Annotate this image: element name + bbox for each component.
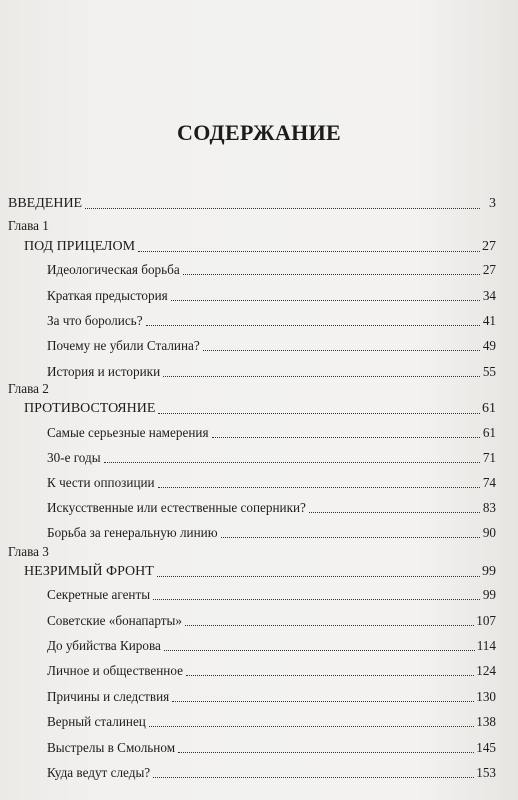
toc-entry-label: ВВЕДЕНИЕ (8, 196, 83, 211)
toc-entry-page: 27 (482, 239, 496, 254)
toc-chapter-title (24, 397, 496, 417)
toc-section-entry: Советские «бонапарты» 107 (47, 613, 496, 628)
toc-entry-page: 3 (489, 196, 496, 211)
toc-section-entry: Самые серьезные намерения 61 (47, 425, 496, 440)
dot-leader (158, 413, 480, 414)
toc-entry-page: 61 (482, 401, 496, 416)
toc-entry-intro (8, 192, 496, 212)
toc-entry-label: НЕЗРИМЫЙ ФРОНТ (24, 564, 154, 579)
toc-section-entry: Борьба за генеральную линию 90 (47, 525, 496, 540)
toc-section-entry: За что боролись? 41 (47, 313, 496, 328)
toc-section-entry: Личное и общественное 124 (47, 663, 496, 678)
toc-chapter-title (24, 560, 496, 580)
toc-section-entry: Искусственные или естественные соперники? 83 (47, 500, 496, 515)
chapter-label: Глава 2 (8, 381, 49, 396)
chapter-label: Глава 3 (8, 544, 49, 559)
toc-entry-page: 99 (482, 564, 496, 579)
toc-section-entry: Причины и следствия 130 (47, 689, 496, 704)
chapter-label: Глава 1 (8, 218, 49, 233)
toc-section-entry: Куда ведут следы? 153 (47, 765, 496, 780)
toc-section-entry: Верный сталинец 138 (47, 714, 496, 729)
toc-section-entry: К чести оппозиции 74 (47, 475, 496, 490)
toc-section-entry: Идеологическая борьба 27 (47, 262, 496, 277)
dot-leader (85, 208, 480, 209)
toc-section-entry: До убийства Кирова 114 (47, 638, 496, 653)
toc-chapter-title (24, 235, 496, 255)
toc-section-entry: Выстрелы в Смольном 145 (47, 740, 496, 755)
toc-entry-label: ПРОТИВОСТОЯНИЕ (24, 401, 156, 416)
dot-leader (157, 576, 480, 577)
toc-section-entry: Секретные агенты 99 (47, 587, 496, 602)
toc-section-entry: История и историки 55 (47, 364, 496, 379)
toc-section-entry: Почему не убили Сталина? 49 (47, 338, 496, 353)
dot-leader (138, 251, 480, 252)
toc-section-entry: 30-е годы 71 (47, 450, 496, 465)
toc-entry-label: ПОД ПРИЦЕЛОМ (24, 239, 136, 254)
toc-section-entry: Краткая предыстория 34 (47, 288, 496, 303)
page-title: СОДЕРЖАНИЕ (177, 120, 341, 145)
